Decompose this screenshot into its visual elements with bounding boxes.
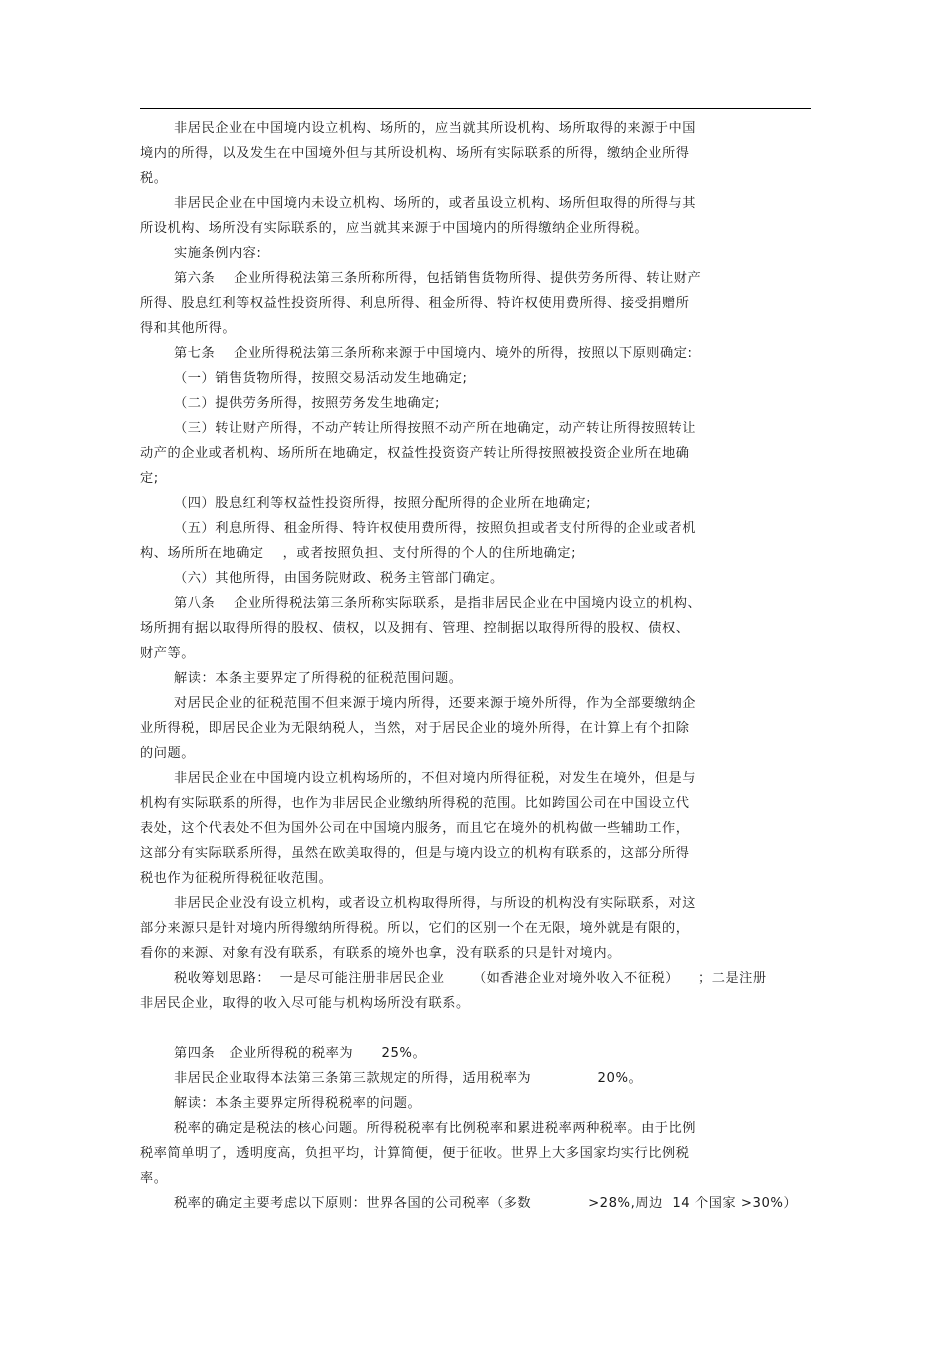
header-rule: [140, 108, 811, 109]
paragraph-line: 税率简单明了，透明度高，负担平均，计算简便，便于征收。世界上大多国家均实行比例税: [140, 1146, 690, 1161]
list-item: （五）利息所得、租金所得、特许权使用费所得，按照负担或者支付所得的企业或者机: [174, 521, 697, 536]
paragraph-line: 实施条例内容:: [174, 246, 262, 261]
list-item: （三）转让财产所得，不动产转让所得按照不动产所在地确定，动产转让所得按照转让: [174, 421, 697, 436]
paragraph-line: 部分来源只是针对境内所得缴纳所得税。所以，它们的区别一个在无限，境外就是有限的，: [140, 921, 690, 936]
paragraph-line: 非居民企业没有设立机构，或者设立机构取得所得，与所设的机构没有实际联系，对这: [174, 896, 697, 911]
paragraph-line: 非居民企业在中国境内设立机构场所的，不但对境内所得征税，对发生在境外，但是与: [174, 771, 697, 786]
paragraph-line: 非居民企业取得本法第三条第三款规定的所得，适用税率为 20%。: [174, 1071, 643, 1086]
paragraph-line: 看你的来源、对象有没有联系，有联系的境外也拿，没有联系的只是针对境内。: [140, 946, 621, 961]
paragraph-line: 构、场所所在地确定 ，或者按照负担、支付所得的个人的住所地确定;: [140, 546, 577, 561]
paragraph-line: 的问题。: [140, 746, 195, 761]
paragraph-line: 动产的企业或者机构、场所所在地确定，权益性投资资产转让所得按照被投资企业所在地确: [140, 446, 690, 461]
paragraph-line: 税也作为征税所得税征收范围。: [140, 871, 333, 886]
paragraph-line: 税率的确定是税法的核心问题。所得税税率有比例税率和累进税率两种税率。由于比例: [174, 1121, 697, 1136]
paragraph-line: 非居民企业在中国境内设立机构、场所的，应当就其所设机构、场所取得的来源于中国: [174, 121, 697, 136]
tax-planning-line: 税收筹划思路： 一是尽可能注册非居民企业 （如香港企业对境外收入不征税） ；二是注册: [174, 971, 767, 986]
article-line: 第六条 企业所得税法第三条所称所得，包括销售货物所得、提供劳务所得、转让财产: [174, 271, 702, 286]
list-item: （六）其他所得，由国务院财政、税务主管部门确定。: [174, 571, 504, 586]
interpretation-line: 解读：本条主要界定了所得税的征税范围问题。: [174, 671, 463, 686]
paragraph-line: 定;: [140, 471, 159, 486]
article-line: 第八条 企业所得税法第三条所称实际联系，是指非居民企业在中国境内设立的机构、: [174, 596, 702, 611]
paragraph-line: 非居民企业，取得的收入尽可能与机构场所没有联系。: [140, 996, 470, 1011]
interpretation-line: 解读：本条主要界定所得税税率的问题。: [174, 1096, 422, 1111]
paragraph-line: 所得、股息红利等权益性投资所得、利息所得、租金所得、特许权使用费所得、接受捐赠所: [140, 296, 690, 311]
paragraph-line: 场所拥有据以取得所得的股权、债权，以及拥有、管理、控制据以取得所得的股权、债权、: [140, 621, 690, 636]
paragraph-line: 财产等。: [140, 646, 195, 661]
paragraph-line: 表处，这个代表处不但为国外公司在中国境内服务，而且它在境外的机构做一些辅助工作，: [140, 821, 690, 836]
paragraph-line: 所设机构、场所没有实际联系的，应当就其来源于中国境内的所得缴纳企业所得税。: [140, 221, 649, 236]
list-item: （一）销售货物所得，按照交易活动发生地确定;: [174, 371, 468, 386]
paragraph-line: 非居民企业在中国境内未设立机构、场所的，或者虽设立机构、场所但取得的所得与其: [174, 196, 697, 211]
paragraph-line: 得和其他所得。: [140, 321, 237, 336]
paragraph-line: 税。: [140, 171, 168, 186]
paragraph-line: 机构有实际联系的所得，也作为非居民企业缴纳所得税的范围。比如跨国公司在中国设立代: [140, 796, 690, 811]
paragraph-line: 境内的所得，以及发生在中国境外但与其所设机构、场所有实际联系的所得，缴纳企业所得: [140, 146, 690, 161]
list-item: （二）提供劳务所得，按照劳务发生地确定;: [174, 396, 441, 411]
article-line: 第四条 企业所得税的税率为 25%。: [174, 1046, 427, 1061]
paragraph-line: 率。: [140, 1171, 168, 1186]
paragraph-line: 这部分有实际联系所得，虽然在欧美取得的，但是与境内设立的机构有联系的，这部分所得: [140, 846, 690, 861]
list-item: （四）股息红利等权益性投资所得，按照分配所得的企业所在地确定;: [174, 496, 592, 511]
article-line: 第七条 企业所得税法第三条所称来源于中国境内、境外的所得，按照以下原则确定:: [174, 346, 693, 361]
paragraph-line: 业所得税，即居民企业为无限纳税人，当然，对于居民企业的境外所得，在计算上有个扣除: [140, 721, 690, 736]
paragraph-line: 对居民企业的征税范围不但来源于境内所得，还要来源于境外所得，作为全部要缴纳企: [174, 696, 697, 711]
paragraph-line: 税率的确定主要考虑以下原则：世界各国的公司税率（多数 >28%,周边 14 个国家 >30%）: [174, 1196, 798, 1211]
